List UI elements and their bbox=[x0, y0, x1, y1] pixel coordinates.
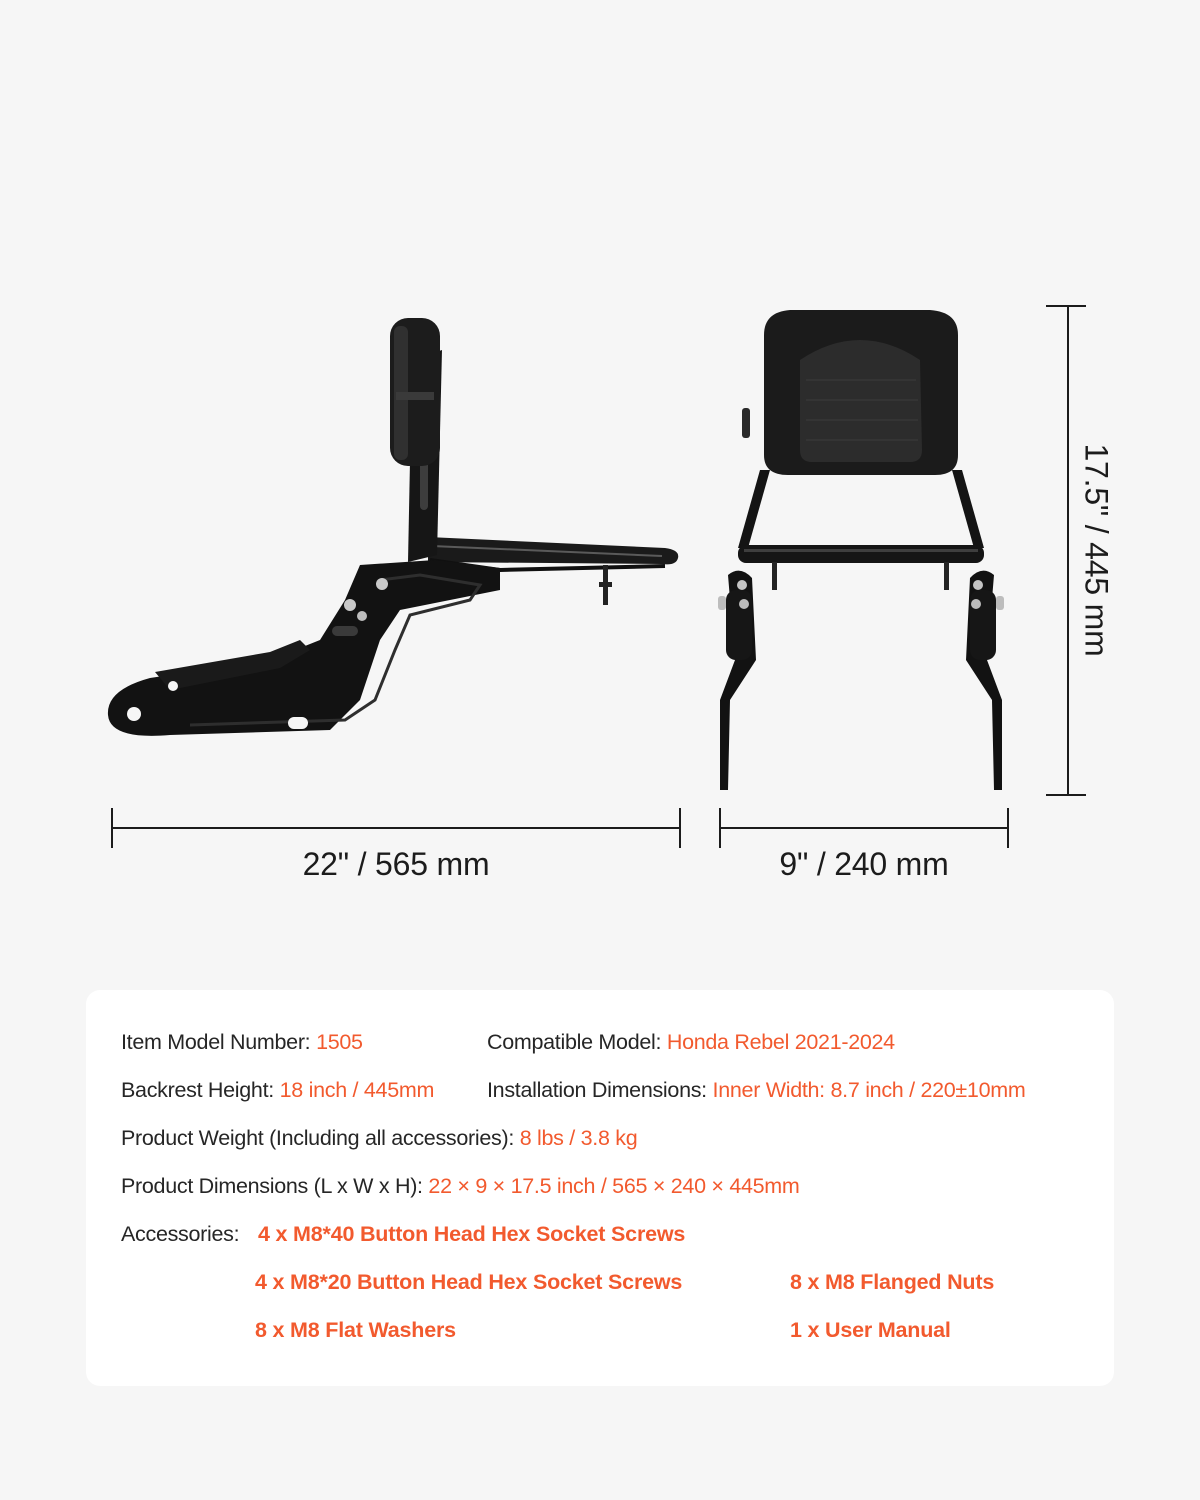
model-number-label: Item Model Number: bbox=[121, 1030, 311, 1054]
backrest-height-value: 18 inch / 445mm bbox=[279, 1078, 435, 1102]
product-dimensions-value: 22 × 9 × 17.5 inch / 565 × 240 × 445mm bbox=[428, 1174, 800, 1198]
backrest-height-row bbox=[121, 1078, 434, 1103]
compatible-model-value: Honda Rebel 2021-2024 bbox=[666, 1030, 895, 1054]
product-weight-label: Product Weight (Including all accessories): bbox=[121, 1126, 514, 1150]
backrest-height-label: Backrest Height: bbox=[121, 1078, 274, 1102]
accessories-label: Accessories: bbox=[121, 1222, 240, 1246]
accessory-item: 4 x M8*20 Button Head Hex Socket Screws bbox=[255, 1270, 683, 1294]
model-number-row bbox=[121, 1030, 363, 1055]
spec-card bbox=[86, 990, 1114, 1386]
model-number-value: 1505 bbox=[316, 1030, 363, 1054]
front-width-dimension: 9" / 240 mm bbox=[779, 846, 949, 882]
accessory-item: 8 x M8 Flanged Nuts bbox=[790, 1270, 995, 1294]
accessory-item: 1 x User Manual bbox=[790, 1318, 951, 1342]
product-weight-row bbox=[121, 1126, 637, 1151]
side-view-image bbox=[108, 318, 678, 736]
accessory-item: 4 x M8*40 Button Head Hex Socket Screws bbox=[258, 1222, 686, 1246]
accessory-item: 8 x M8 Flat Washers bbox=[255, 1318, 456, 1342]
side-width-dimension: 22" / 565 mm bbox=[302, 846, 490, 882]
product-weight-value: 8 lbs / 3.8 kg bbox=[519, 1126, 638, 1150]
product-dimensions-label: Product Dimensions (L x W x H): bbox=[121, 1174, 423, 1198]
installation-dimensions-value: Inner Width: 8.7 inch / 220±10mm bbox=[712, 1078, 1026, 1102]
installation-dimensions-row bbox=[487, 1078, 1025, 1103]
front-view-image bbox=[718, 310, 1004, 790]
compatible-model-label: Compatible Model: bbox=[487, 1030, 662, 1054]
product-dimensions-row bbox=[121, 1174, 800, 1199]
height-dimension: 17.5" / 445 mm bbox=[1078, 443, 1115, 657]
installation-dimensions-label: Installation Dimensions: bbox=[487, 1078, 707, 1102]
compatible-model-row bbox=[487, 1030, 895, 1055]
